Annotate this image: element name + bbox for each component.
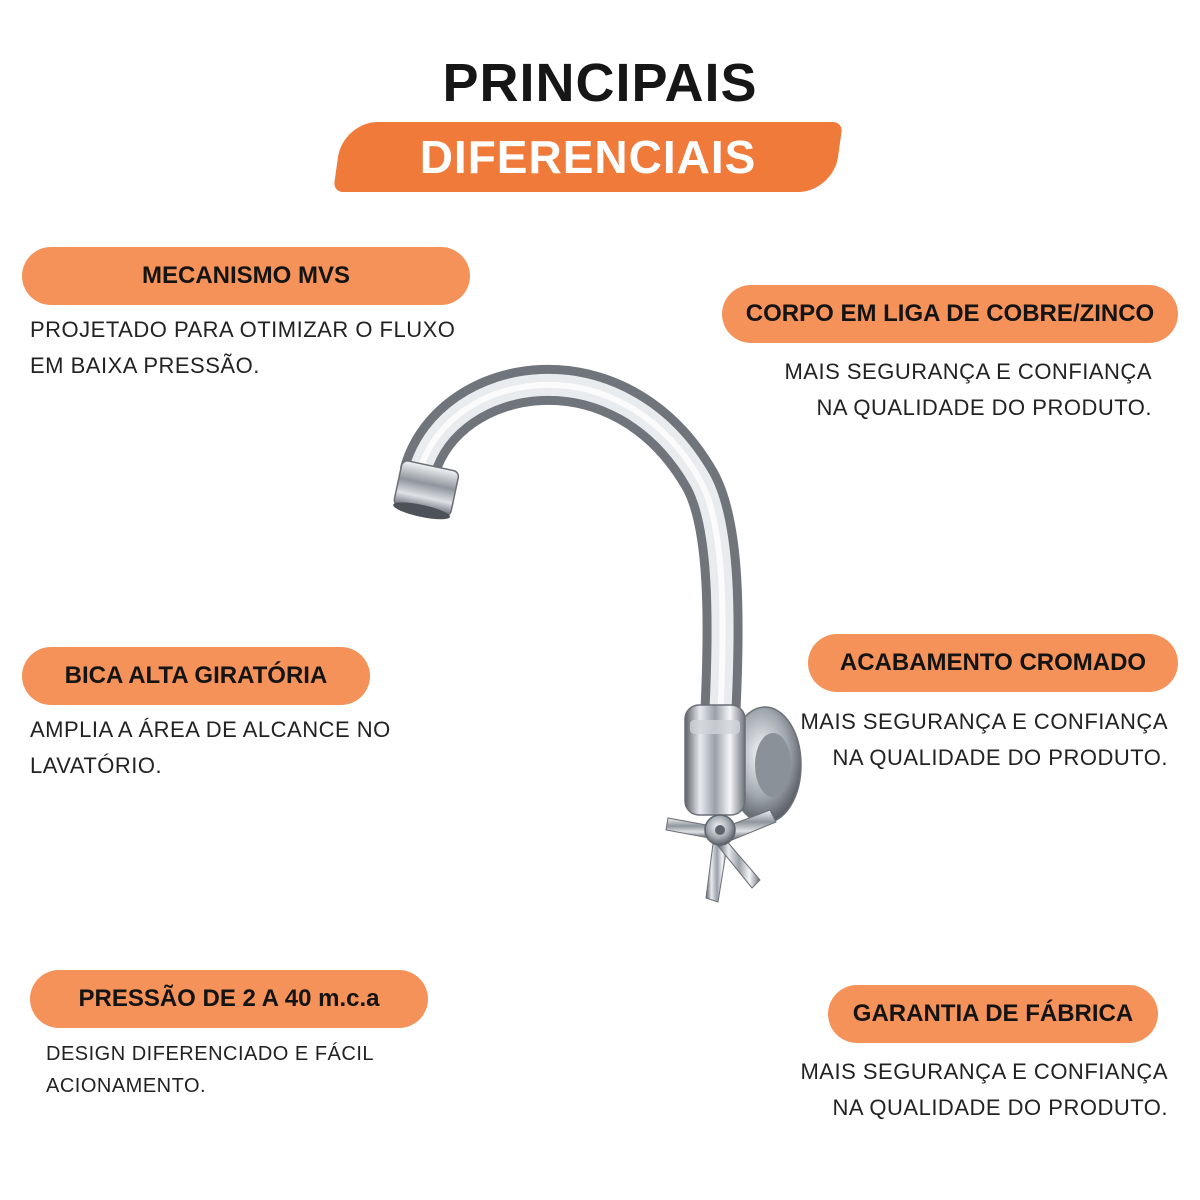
feature-pressao-desc-line2: ACIONAMENTO.: [46, 1075, 207, 1097]
feature-corpo-desc: [650, 354, 1152, 426]
feature-acabamento-desc-line2: NA QUALIDADE DO PRODUTO.: [832, 745, 1168, 770]
feature-mvs-desc: [30, 312, 530, 384]
feature-corpo-desc-line2: NA QUALIDADE DO PRODUTO.: [816, 395, 1152, 420]
feature-acabamento-desc: [660, 704, 1168, 776]
feature-corpo-badge: CORPO EM LIGA DE COBRE/ZINCO: [722, 285, 1178, 343]
feature-pressao-badge: PRESSÃO DE 2 A 40 m.c.a: [30, 970, 428, 1028]
page-title: PRINCIPAIS: [442, 53, 758, 113]
feature-bica-desc-line1: AMPLIA A ÁREA DE ALCANCE NO: [30, 717, 391, 742]
feature-pressao-desc-line1: DESIGN DIFERENCIADO E FÁCIL: [46, 1043, 374, 1065]
feature-bica-desc: [30, 712, 470, 784]
feature-acabamento-desc-line1: MAIS SEGURANÇA E CONFIANÇA: [800, 709, 1168, 734]
feature-mvs-desc-line1: PROJETADO PARA OTIMIZAR O FLUXO: [30, 317, 456, 342]
feature-corpo-desc-line1: MAIS SEGURANÇA E CONFIANÇA: [784, 359, 1152, 384]
feature-mvs-desc-line2: EM BAIXA PRESSÃO.: [30, 353, 260, 378]
feature-pressao-desc: [46, 1038, 466, 1102]
feature-garantia-desc-line2: NA QUALIDADE DO PRODUTO.: [832, 1095, 1168, 1120]
feature-garantia-desc-line1: MAIS SEGURANÇA E CONFIANÇA: [800, 1059, 1168, 1084]
feature-mvs-badge: MECANISMO MVS: [22, 247, 470, 305]
feature-garantia-badge: GARANTIA DE FÁBRICA: [828, 985, 1158, 1043]
feature-garantia-desc: [660, 1054, 1168, 1126]
feature-acabamento-badge: ACABAMENTO CROMADO: [808, 634, 1178, 692]
page-subtitle: DIFERENCIAIS: [419, 131, 757, 183]
chrome-wall-faucet-icon: [380, 360, 840, 920]
feature-bica-badge: BICA ALTA GIRATÓRIA: [22, 647, 370, 705]
feature-bica-desc-line2: LAVATÓRIO.: [30, 753, 163, 778]
